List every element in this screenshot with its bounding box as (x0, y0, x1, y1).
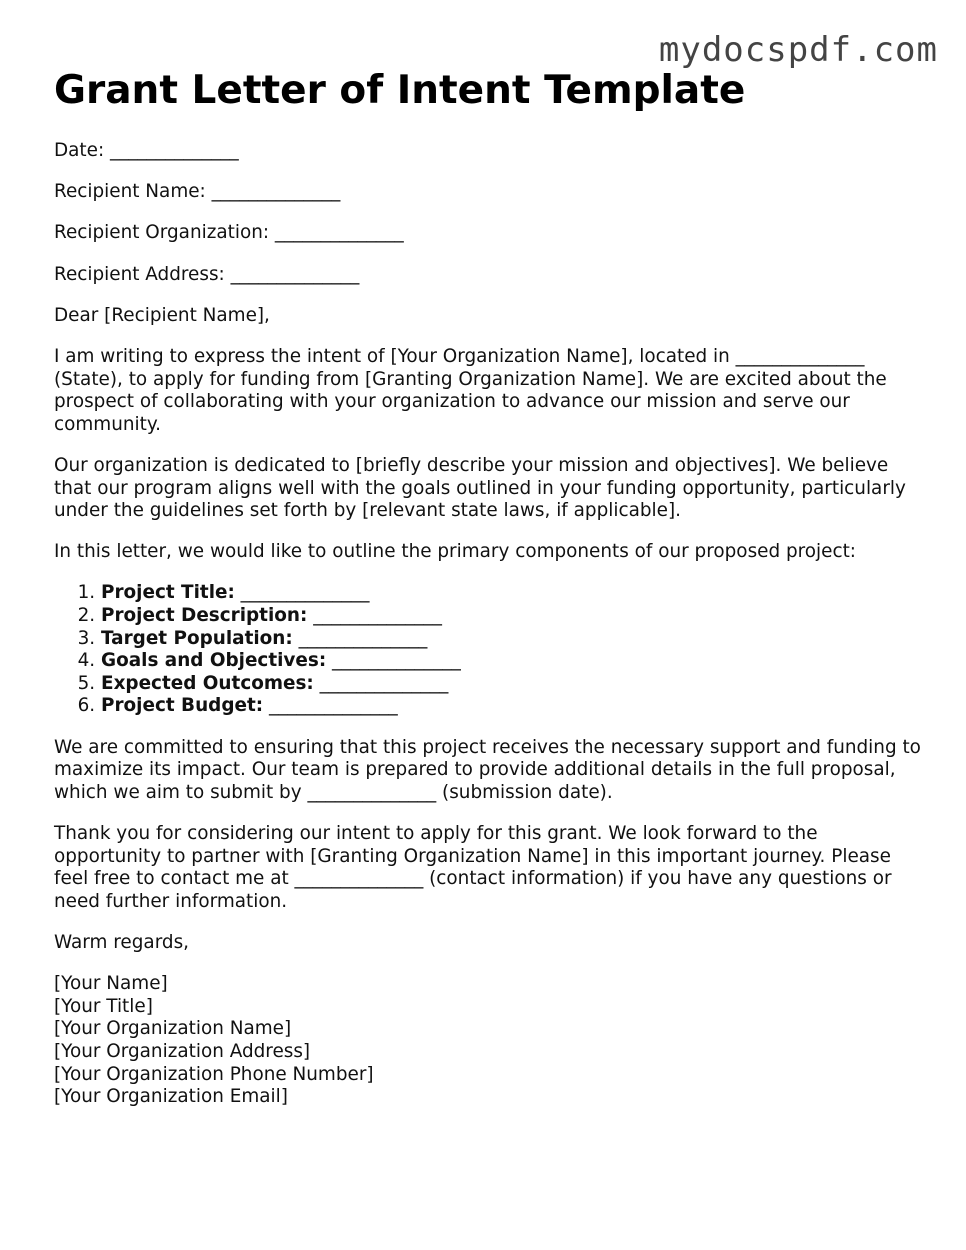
list-item-label: Goals and Objectives: (101, 650, 327, 672)
signature-org-phone: [Your Organization Phone Number] (54, 1063, 374, 1085)
recipient-organization-field: Recipient Organization: ______________ (54, 222, 404, 244)
signature-title: [Your Title] (54, 995, 153, 1017)
intro-paragraph: I am writing to express the intent of [Your Organization Name], located in ______________ (State), to apply for funding from [Granting Organization Name]. We are excited about the prospect of collaborating with your organization to advance our mission and serve our community. (54, 345, 887, 435)
document-page (54, 66, 924, 1127)
thank-you-paragraph: Thank you for considering our intent to apply for this grant. We look forward to the opportunity to partner with [Granting Organization Name] in this important journey. Please feel free to contact me at ______________ (contact information) if you have any questions or need further information. (54, 823, 892, 912)
salutation: Dear [Recipient Name], (54, 304, 270, 326)
list-item-blank: ______________ (326, 650, 461, 672)
signature-org-email: [Your Organization Email] (54, 1086, 288, 1108)
list-item (101, 628, 924, 651)
list-item-label: Target Population: (101, 627, 293, 649)
list-item-label: Project Description: (101, 605, 308, 627)
signature-name: [Your Name] (54, 973, 168, 995)
list-item-blank: ______________ (263, 695, 398, 717)
list-item (101, 582, 924, 605)
signature-block (54, 973, 924, 1109)
list-item-blank: ______________ (292, 627, 428, 649)
commitment-paragraph: We are committed to ensuring that this project receives the necessary support and funding to maximize its impact. Our team is prepared to provide additional details in the full proposal, which we aim to submit by ______________ (submission date). (54, 736, 921, 803)
list-item (101, 605, 924, 628)
signature-org-name: [Your Organization Name] (54, 1018, 292, 1040)
recipient-address-field: Recipient Address: ______________ (54, 263, 360, 285)
list-item-blank: ______________ (234, 582, 370, 604)
signature-org-address: [Your Organization Address] (54, 1040, 311, 1062)
outline-paragraph: In this letter, we would like to outline the primary components of our proposed project: (54, 541, 857, 563)
list-item (101, 650, 924, 673)
date-field: Date: ______________ (54, 140, 239, 161)
mission-paragraph: Our organization is dedicated to [briefly describe your mission and objectives]. We believe that our program aligns well with the goals outlined in your funding opportunity, particularly under the guidelines set forth by [relevant state laws, if applicable]. (54, 454, 906, 522)
project-components-list (54, 582, 924, 718)
closing: Warm regards, (54, 931, 190, 953)
document-title: Grant Letter of Intent Template (54, 68, 746, 113)
list-item-label: Project Budget: (101, 695, 264, 717)
list-item-label: Expected Outcomes: (101, 672, 314, 694)
list-item (101, 673, 924, 696)
recipient-name-field: Recipient Name: ______________ (54, 181, 341, 203)
list-item (101, 695, 924, 718)
list-item-blank: ______________ (313, 672, 449, 694)
list-item-label: Project Title: (101, 582, 235, 604)
list-item-blank: ______________ (307, 605, 442, 627)
watermark-text: mydocspdf.com (658, 30, 938, 70)
